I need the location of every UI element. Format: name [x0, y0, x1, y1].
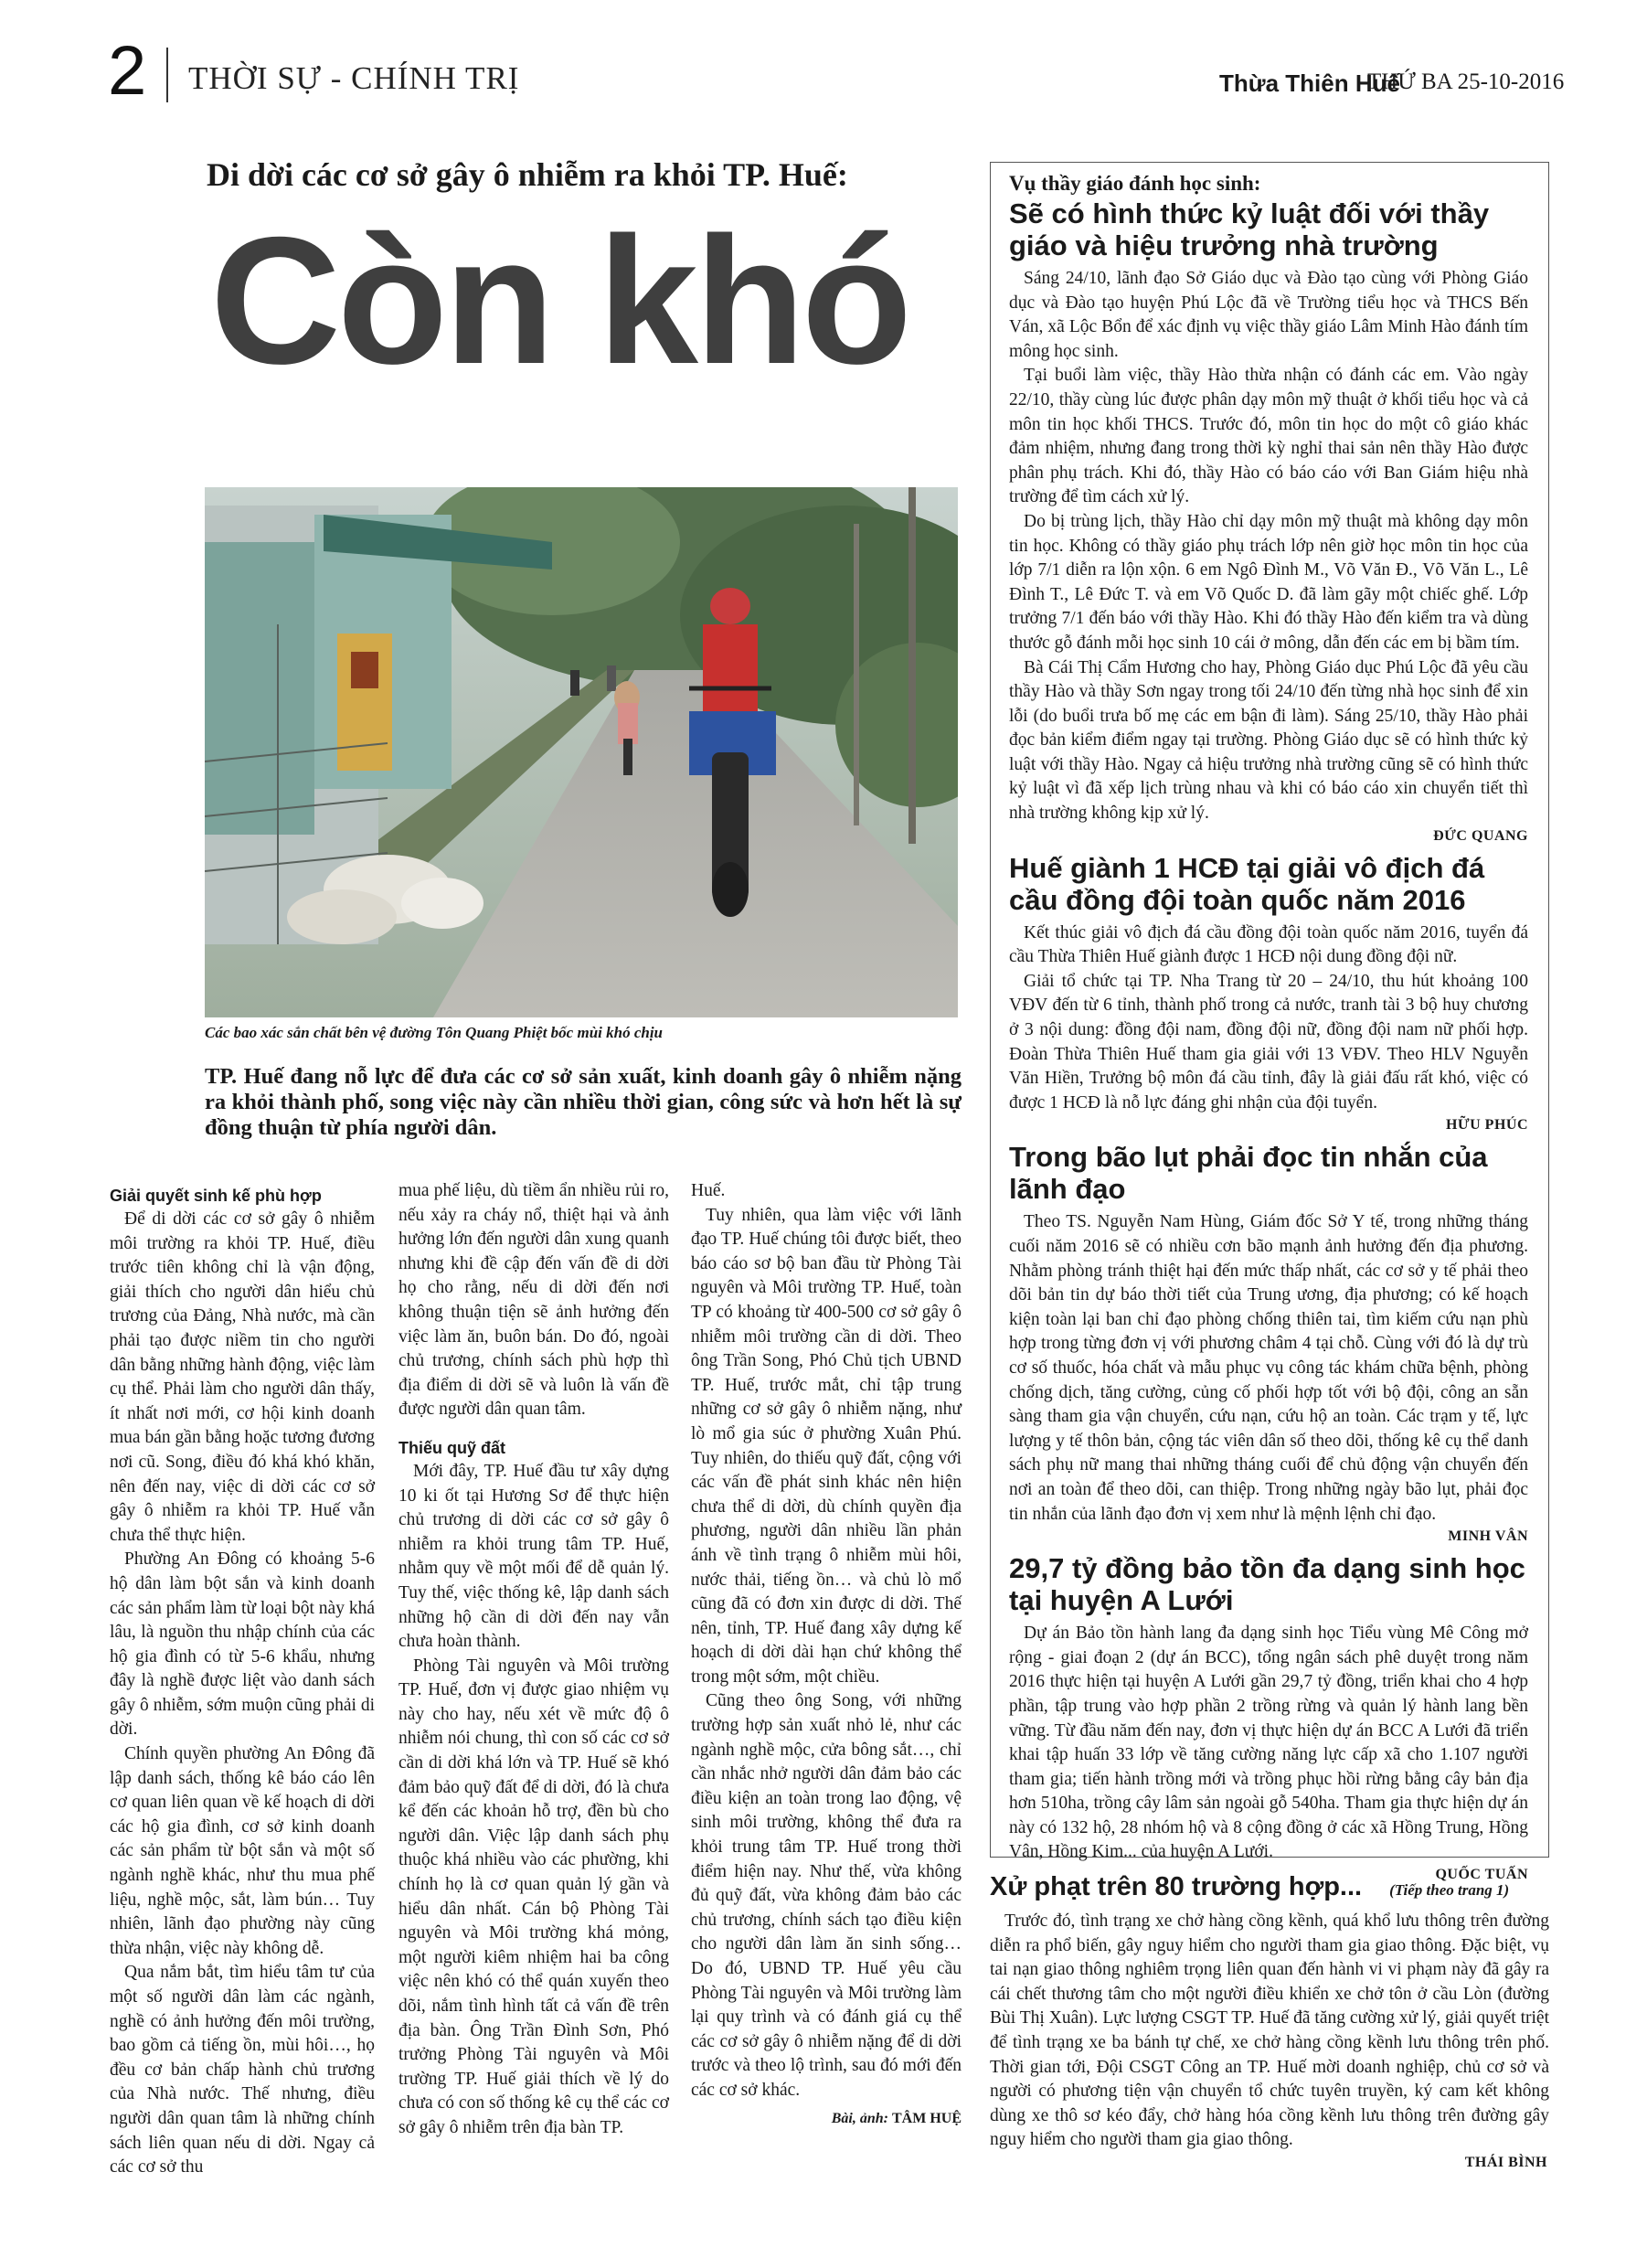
section-title: THỜI SỰ - CHÍNH TRỊ — [188, 60, 520, 96]
news-item — [1009, 1552, 1528, 1883]
byline-name: TÂM HUỆ — [892, 2110, 962, 2126]
byline-label: Bài, ảnh: — [831, 2110, 888, 2126]
news-byline: HỮU PHÚC — [1445, 1117, 1528, 1134]
article-headline: Còn khó — [210, 199, 909, 401]
article-byline — [691, 2111, 962, 2127]
paragraph: Phường An Đông có khoảng 5-6 hộ dân làm bột sắn và kinh doanh các sản phẩm làm từ loại bột này khá lâu, là nguồn thu nhập chính của các hộ gia đình có từ 5-6 khẩu, nhưng đây là nghề được liệt vào danh sách gây ô nhiễm, sớm muộn cũng phải di dời. — [110, 1549, 375, 1740]
paragraph: Mới đây, TP. Huế đầu tư xây dựng 10 ki ốt tại Hương Sơ để thực hiện chủ trương di dời các cơ sở gây ô nhiễm ra khỏi trung tâm TP. Huế, nhằm quy về một mối để dễ quản lý. Tuy thế, việc thống kê, lập danh sách những hộ cần di dời đến nay vẫn chưa hoàn thành. — [398, 1461, 669, 1652]
subhead-quy-dat: Thiếu quỹ đất — [398, 1438, 505, 1457]
issue-date: THỨ BA 25-10-2016 — [1367, 69, 1565, 94]
paragraph: Qua nắm bắt, tìm hiểu tâm tư của một số người dân làm các ngành, nghề có ảnh hưởng đến môi trường, bao gồm cả tiếng ồn, mùi hôi…, họ đều cơ bản chấp hành chủ trương của Nhà nước. Thế nhưng, điều người dân quan tâm là những chính sách liên quan nếu di dời. Ngay cả các cơ sở thu — [110, 1963, 375, 2177]
article-column-3 — [691, 1179, 962, 2127]
article-lead: TP. Huế đang nỗ lực để đưa các cơ sở sản xuất, kinh doanh gây ô nhiễm nặng ra khỏi thành phố, song việc này cần nhiều thời gian, công sức và hơn hết là sự đồng thuận từ phía người dân. — [205, 1064, 962, 1140]
continued-note: (Tiếp theo trang 1) — [1389, 1881, 1510, 1899]
photo-caption: Các bao xác sắn chất bên vệ đường Tôn Quang Phiệt bốc mùi khó chịu — [205, 1024, 664, 1041]
news-headline: Sẽ có hình thức kỷ luật đối với thầy giáo và hiệu trưởng nhà trường — [1009, 197, 1490, 261]
news-byline: MINH VÂN — [1448, 1528, 1528, 1545]
paragraph: Phòng Tài nguyên và Môi trường TP. Huế, đơn vị được giao nhiệm vụ này cho hay, nếu xét về mức độ ô nhiễm nói chung, thì con số các cơ sở cần di dời khá lớn và TP. Huế sẽ khó đảm bảo quỹ đất để di dời, đó là chưa kể đến các khoản hỗ trợ, đền bù cho người dân. Việc lập danh sách phụ thuộc khá nhiều vào các phường, khi chính họ là cơ quan quản lý gần và hiểu dân nhất. Cán bộ Phòng Tài nguyên và Môi trường khá mỏng, một người kiêm nhiệm hai ba công việc nên khó có thể quán xuyến theo dõi, nắm tình hình tất cả vấn đề trên địa bàn. Ông Trần Đình Sơn, Phó trưởng Phòng Tài nguyên và Môi trường TP. Huế giải thích về lý do chưa có con số thống kê cụ thể các cơ sở gây ô nhiễm trên địa bàn TP. — [398, 1656, 669, 2137]
paragraph: Để di dời các cơ sở gây ô nhiễm môi trường ra khỏi TP. Huế, điều trước tiên không chỉ là vận động, giải thích cho người dân hiểu chủ trương của Đảng, Nhà nước, mà cần phải tạo được niềm tin cho người dân bằng những hành động, việc làm cụ thể. Phải làm cho người dân thấy, ít nhất nơi mới, cơ hội kinh doanh mua bán gần bằng hoặc tương đương nơi cũ. Song, điều đó khá khó khăn, nên đến nay, việc di dời các cơ sở gây ô nhiễm ra khỏi TP. Huế vẫn chưa thể thực hiện. — [110, 1209, 375, 1545]
paragraph: Tuy nhiên, qua làm việc với lãnh đạo TP. Huế chúng tôi được biết, theo báo cáo sơ bộ ban đầu từ Phòng Tài nguyên và Môi trường TP. Huế, toàn TP có khoảng từ 400-500 cơ sở gây ô nhiễm môi trường cần di dời. Theo ông Trần Song, Phó Chủ tịch UBND TP. Huế, trước mắt, chỉ tập trung những cơ sở gây ô nhiễm nặng, như lò mổ gia súc ở phường Xuân Phú. Tuy nhiên, do thiếu quỹ đất, cộng với các vấn đề phát sinh khác nên hiện chưa thể di dời, dù chính quyền địa phương, người dân nhiều lần phản ánh về tình trạng ô nhiễm mùi hôi, nước thải, tiếng ồn… và chủ lò mổ cũng đã có đơn xin được di dời. Thế nên, tỉnh, TP. Huế đang xây dựng kế hoạch di dời dài hạn chứ không thể trong một sớm, một chiều. — [691, 1205, 962, 1687]
page-number: 2 — [108, 32, 147, 110]
subhead-sinh-ke: Giải quyết sinh kế phù hợp — [110, 1187, 322, 1205]
page-header — [0, 0, 1647, 110]
news-kicker: Vụ thầy giáo đánh học sinh: — [1009, 172, 1261, 195]
paragraph: Kết thúc giải vô địch đá cầu đồng đội toàn quốc năm 2016, tuyển đá cầu Thừa Thiên Huế giành được 1 HCĐ nội dung đồng đội nữ. — [1009, 922, 1528, 967]
news-item — [1009, 172, 1528, 845]
continued-byline: THÁI BÌNH — [1464, 2154, 1547, 2170]
paragraph: Do bị trùng lịch, thầy Hào chỉ dạy môn mỹ thuật mà không dạy môn tin học. Không có thầy giáo phụ trách lớp nên giờ học môn tin học của lớp 7/1 diễn ra lộn xộn. 6 em Ngô Đình M., Võ Văn Đ., Võ Văn L., Lê Đình T., Lê Đức T. và em Võ Quốc D. đã làm gãy một chiếc ghế. Lớp trưởng 7/1 đến báo với thầy Hào. Khi đó thầy Hào đến kiểm tra và dùng thước gỗ đánh mỗi học sinh 10 cái ở mông, dẫn đến các em bị bầm tím. — [1009, 511, 1528, 653]
paragraph: Trước đó, tình trạng xe chở hàng cồng kềnh, quá khổ lưu thông trên đường diễn ra phổ biến, gây nguy hiểm cho người tham gia giao thông. Đặc biệt, vụ tai nạn giao thông nghiêm trọng liên quan đến hành vi vi phạm này đã gây ra cái chết thương tâm cho một người điều khiển xe chở tôn ở cầu Lòn (đường Bùi Thị Xuân). Lực lượng CSGT TP. Huế đã tăng cường xử lý, giải quyết triệt để tình trạng xe ba bánh tự chế, xe chở hàng cồng kềnh lưu thông trên phố. Thời gian tới, Đội CSGT Công an TP. Huế mời doanh nghiệp, chủ cơ sở và người có phương tiện vận chuyển tổ chức tuyên truyền, ký cam kết không dùng xe thô sơ kéo đẩy, chở hàng hóa cồng kềnh lưu thông trên đường gây nguy hiểm cho người tham gia giao thông. — [990, 1911, 1549, 2150]
news-headline: Trong bão lụt phải đọc tin nhắn của lãnh đạo — [1009, 1141, 1488, 1206]
sidebar-content — [1009, 172, 1528, 1890]
news-item — [1009, 852, 1528, 1134]
paragraph: Dự án Bảo tồn hành lang đa dạng sinh học Tiểu vùng Mê Công mở rộng - giai đoạn 2 (dự án BCC), tổng ngân sách phê duyệt trong năm 2016 thực hiện tại huyện A Lưới gần 29,7 tỷ đồng, triển khai cho 4 hợp phần, tập trung vào hợp phần 2 trồng rừng và quản lý hành lang bền vững. Từ đầu năm đến nay, đơn vị thực hiện dự án BCC A Lưới đã triển khai tập huấn 33 lớp về tăng cường năng lực cấp xã cho 1.107 người tham gia; tiến hành trồng mới và trồng phục hồi rừng bằng cây bản địa hơn 510ha, trồng cây lâm sản ngoài gỗ 540ha. Tham gia thực hiện dự án này có 132 hộ, 28 nhóm hộ và 8 cộng đồng ở các xã Hồng Trung, Hồng Vân, Hồng Kim... của huyện A Lưới. — [1009, 1624, 1528, 1862]
continued-article — [990, 1872, 1549, 2178]
paragraph: Theo TS. Nguyễn Nam Hùng, Giám đốc Sở Y tế, trong những tháng cuối năm 2016 sẽ có nhiều cơn bão mạnh ảnh hưởng đến địa phương. Nhằm phòng tránh thiệt hại đến mức thấp nhất, các cơ sở y tế phải theo dõi bản tin dự báo thời tiết của Trung ương, địa phương; có kế hoạch kiện toàn lại ban chỉ đạo phòng chống thiên tai, tìm kiếm cứu nạn phù hợp trong từng đơn vị với phương châm 4 tại chỗ. Cùng với đó là dự trù cơ số thuốc, hóa chất và mẫu phục vụ công tác khám chữa bệnh, phòng chống dịch, tăng cường, củng cố phối hợp tốt với bộ đội, công an sẵn sàng tham gia vận chuyển, cứu nạn, cứu hộ an toàn. Các trạm y tế, lực lượng y tế thôn bản, cộng tác viên dân số theo dõi, thống kê cụ thể danh sách phụ nữ mang thai những tháng cuối để chủ động vận chuyển đến nơi an toàn để theo dõi, can thiệp. Trong những ngày bão lụt, phải đọc tin nhắn của lãnh đạo đơn vị xem như là mệnh lệnh chỉ đạo. — [1009, 1212, 1528, 1524]
continued-headline-row — [990, 1872, 1549, 1902]
continued-headline: Xử phạt trên 80 trường hợp... — [990, 1872, 1363, 1901]
header-divider — [166, 48, 168, 102]
article-column-2 — [398, 1179, 669, 2141]
article-kicker: Di dời các cơ sở gây ô nhiễm ra khỏi TP. Huế: — [207, 156, 848, 193]
paragraph: Huế. — [691, 1181, 726, 1200]
paper-name: Thừa Thiên Huế — [1219, 69, 1400, 97]
paragraph: Cũng theo ông Song, với những trường hợp sản xuất nhỏ lẻ, như các ngành nghề mộc, cửa bông sắt…, chỉ cần nhắc nhở người dân đảm bảo các điều kiện an toàn trong lao động, vệ sinh môi trường, không thể đưa ra khỏi trung tâm TP. Huế trong thời điểm hiện nay. Như thế, vừa không đủ quỹ đất, vừa không đảm bảo các chủ trương, chính sách tạo điều kiện cho người dân làm ăn sinh sống… Do đó, UBND TP. Huế yêu cầu Phòng Tài nguyên và Môi trường làm lại quy trình và có đánh giá cụ thể các cơ sở gây ô nhiễm nặng để di dời trước và theo lộ trình, sau đó mới đến các cơ sở khác. — [691, 1691, 962, 2100]
article-photo — [205, 487, 958, 1017]
news-headline: Huế giành 1 HCĐ tại giải vô địch đá cầu đồng đội toàn quốc năm 2016 — [1009, 851, 1485, 916]
article-column-1 — [110, 1187, 375, 2180]
paragraph: Tại buổi làm việc, thầy Hào thừa nhận có đánh các em. Vào ngày 22/10, thầy cùng lúc được phân dạy môn mỹ thuật ở khối tiểu học và cả môn tin học khối THCS. Trước đó, môn tin học do một cô giáo khác đảm nhiệm, nhưng đang trong thời kỳ nghỉ thai sản nên thầy Hào được phân phụ trách. Khi đó, thầy Hào có báo cáo với Ban Giám hiệu nhà trường để tìm cách xử lý. — [1009, 366, 1528, 507]
paragraph: Sáng 24/10, lãnh đạo Sở Giáo dục và Đào tạo cùng với Phòng Giáo dục và Đào tạo huyện Phú Lộc đã về Trường tiểu học và THCS Bến Ván, xã Lộc Bổn để xác định vụ việc thầy giáo Lâm Minh Hào đánh tím mông học sinh. — [1009, 269, 1528, 361]
news-byline: QUỐC TUẤN — [1435, 1867, 1528, 1883]
paragraph: Bà Cái Thị Cẩm Hương cho hay, Phòng Giáo dục Phú Lộc đã yêu cầu thầy Hào và thầy Sơn ngay trong tối 24/10 đến từng nhà học sinh để xin lỗi (do buổi trưa bố mẹ các em bận đi làm). Sáng 25/10, thầy Hào phải đọc bản kiểm điểm ngay tại trường. Phòng Giáo dục sẽ có hình thức kỷ luật với thầy Hào. Ngay cả hiệu trưởng nhà trường cũng sẽ có hình thức kỷ luật vì đã xếp lịch trùng nhau và khi có báo cáo xin chuyển tiết thì nhà trường không kịp xử lý. — [1009, 657, 1528, 824]
news-byline: ĐỨC QUANG — [1433, 827, 1528, 844]
paragraph: mua phế liệu, dù tiềm ẩn nhiều rủi ro, nếu xảy ra cháy nổ, thiệt hại và ảnh hưởng lớn đến người dân xung quanh nhưng khi đề cập đến vấn đề di dời họ cho rằng, nếu di dời đến nơi không thuận tiện sẽ ảnh hưởng đến việc làm ăn, buôn bán. Do đó, ngoài chủ trương, chính sách phù hợp thì địa điểm di dời sẽ và luôn là vấn đề được người dân quan tâm. — [398, 1181, 669, 1420]
news-headline: 29,7 tỷ đồng bảo tồn đa dạng sinh học tại huyện A Lưới — [1009, 1552, 1525, 1617]
paragraph: Chính quyền phường An Đông đã lập danh sách, thống kê báo cáo lên cơ quan liên quan về kế hoạch di dời các hộ gia đình, cơ sở kinh doanh các sản phẩm từ bột sắn và một số ngành nghề khác, như thu mua phế liệu, nghề mộc, sắt, làm bún… Tuy nhiên, lãnh đạo phường này cũng thừa nhận, việc này không dễ. — [110, 1744, 375, 1958]
paragraph: Giải tổ chức tại TP. Nha Trang từ 20 – 24/10, thu hút khoảng 100 VĐV đến từ 6 tỉnh, thành phố trong cả nước, tranh tài 3 bộ huy chương ở 3 nội dung: đồng đội nam, đồng đội nữ, đồng đội nam nữ phối hợp. Đoàn Thừa Thiên Huế tham gia giải với 13 VĐV. Theo HLV Nguyễn Văn Hiền, Trưởng bộ môn đá cầu tỉnh, đây là giải đấu rất khó, việc có được 1 HCĐ là nỗ lực đáng ghi nhận của đội tuyển. — [1009, 971, 1528, 1113]
news-item — [1009, 1141, 1528, 1545]
